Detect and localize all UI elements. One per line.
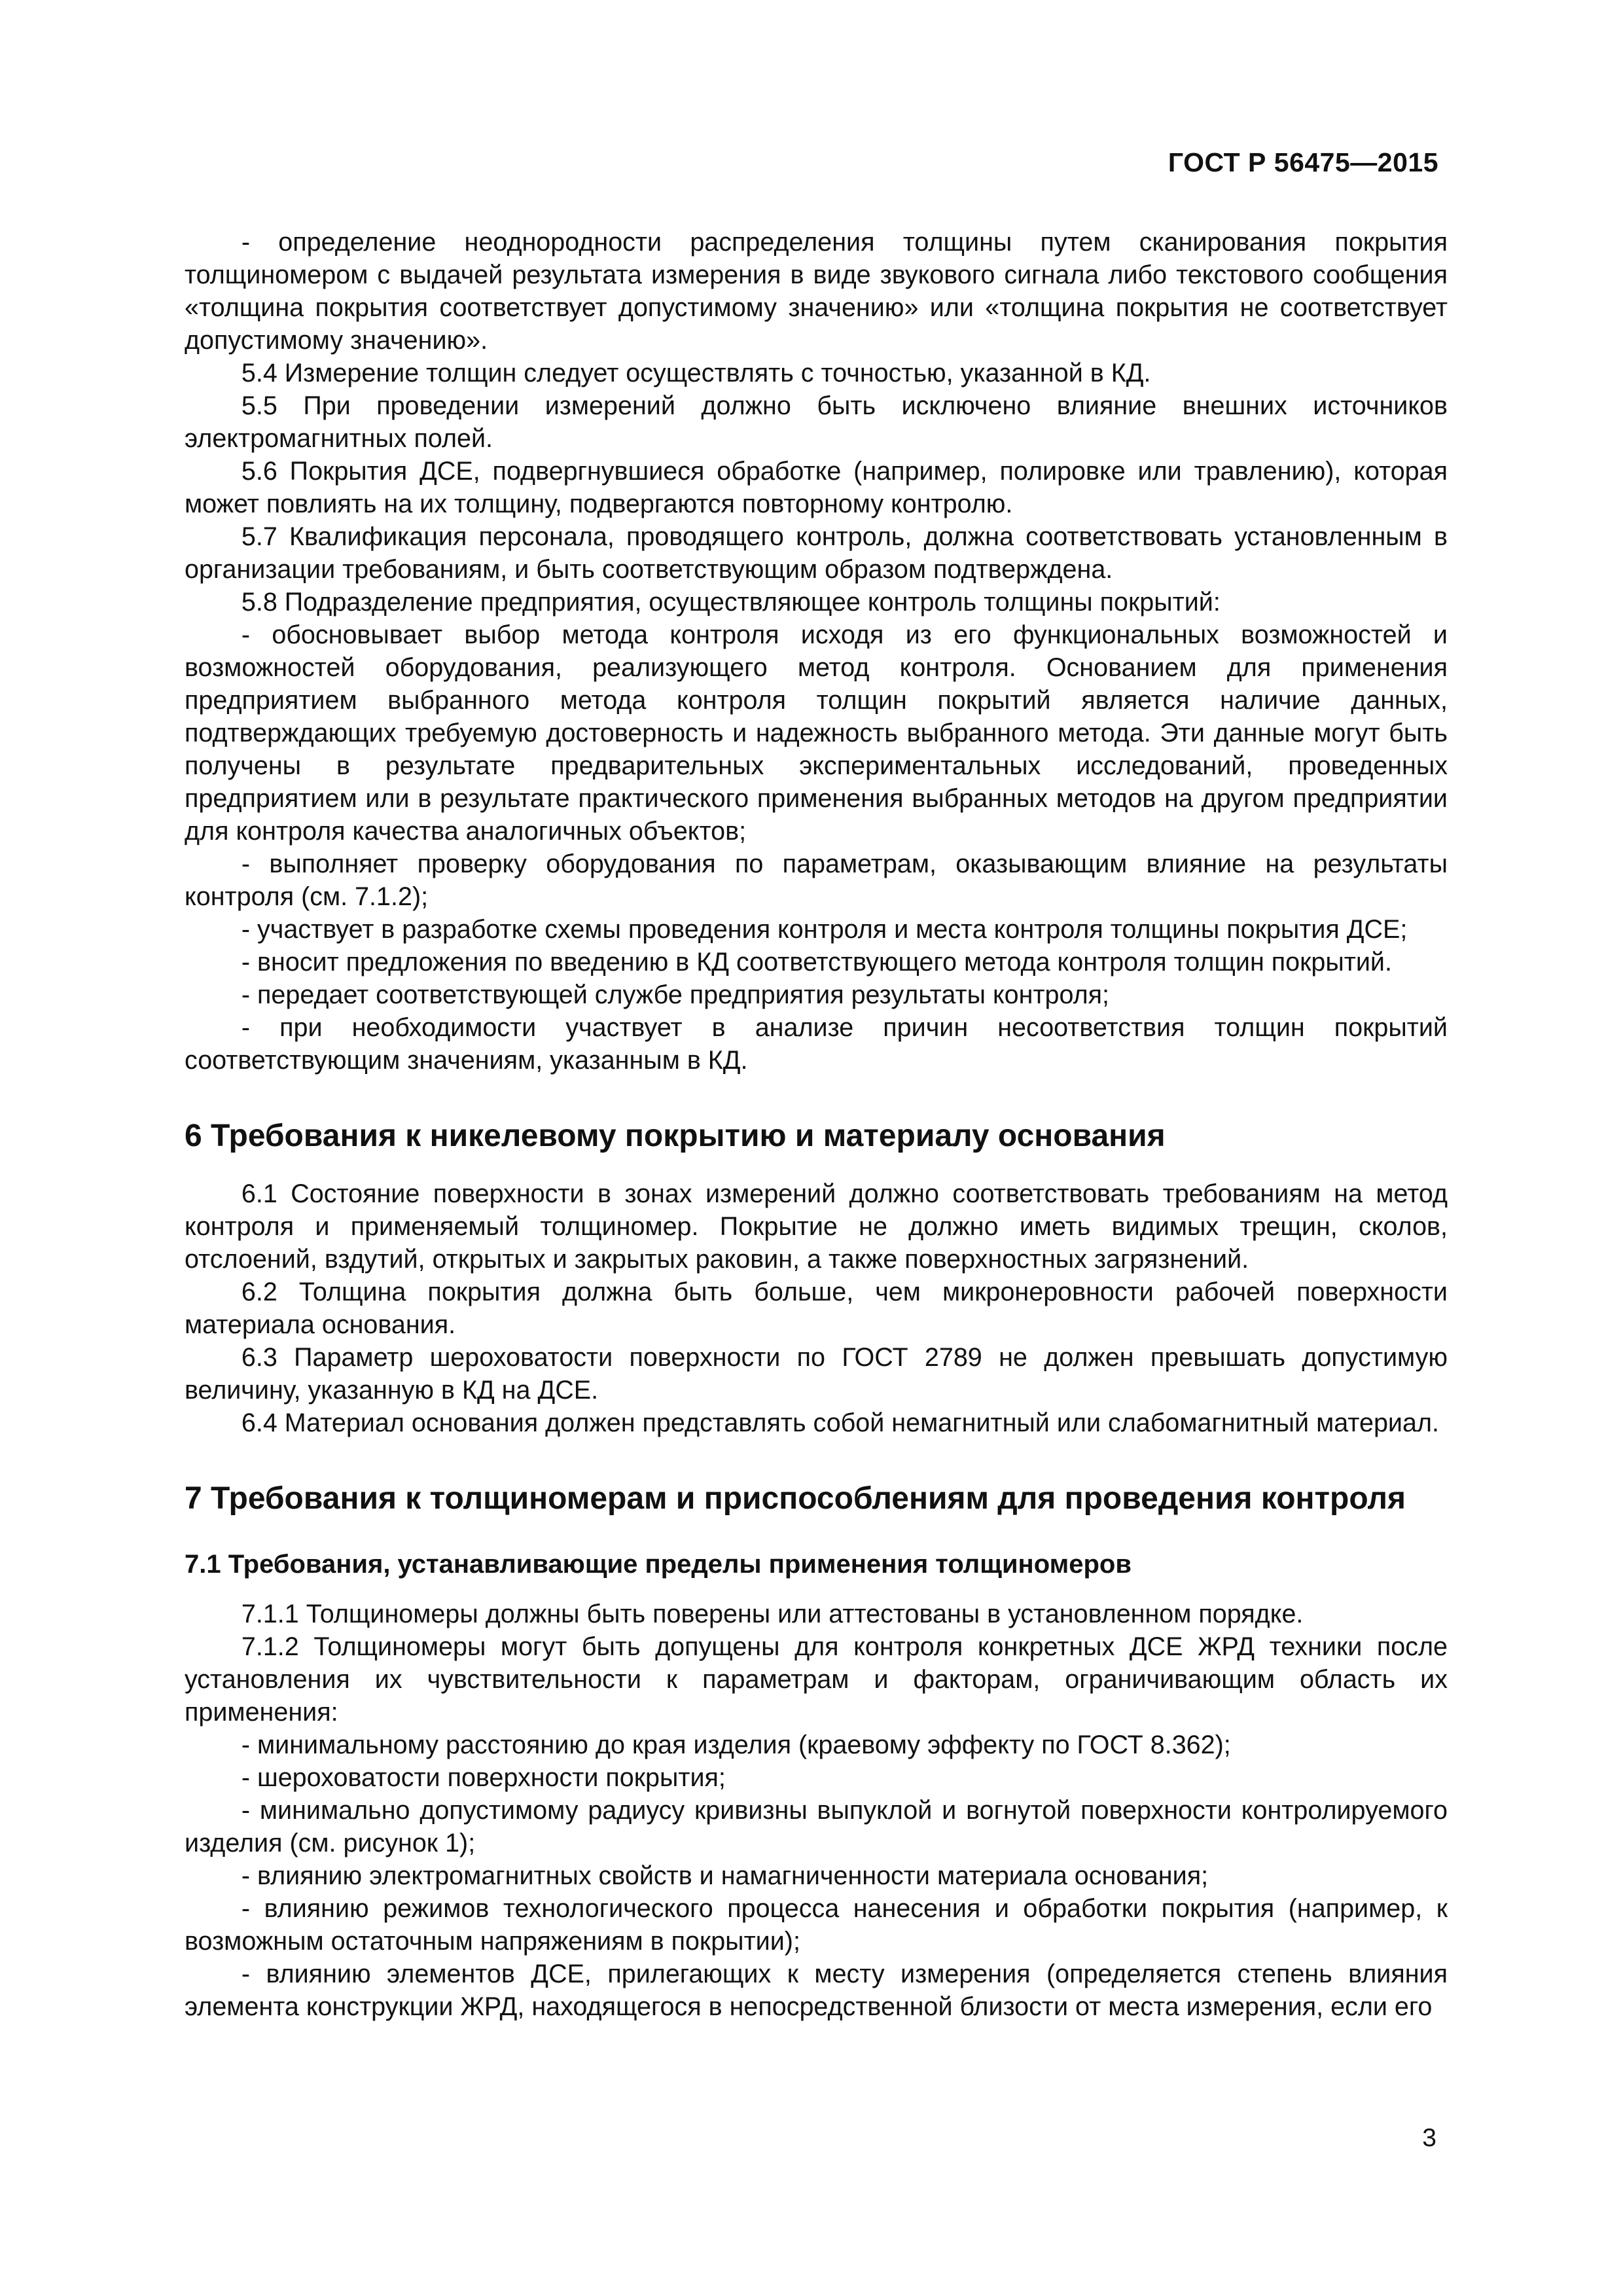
- section-6-heading: 6 Требования к никелевому покрытию и материалу основания: [185, 1119, 1166, 1153]
- paragraph: 7.1.2 Толщиномеры могут быть допущены для контроля конкретных ДСЕ ЖРД техники после установления их чувствительности к параметрам и факторам, ограничивающим область их применения:: [185, 1632, 1448, 1727]
- list-item: - обосновывает выбор метода контроля исходя из его функциональных возможностей и возможностей оборудования, реализующего метод контроля. Основанием для применения предприятием выбранного метода контроля толщин покрытий является наличие данных, подтверждающих требуемую достоверность и надежность выбранного метода. Эти данные могут быть получены в результате предварительных экспериментальных исследований, проведенных предприятием или в результате практического применения выбранных методов на другом предприятии для контроля качества аналогичных объектов;: [185, 620, 1448, 846]
- list-item: - выполняет проверку оборудования по параметрам, оказывающим влияние на результаты контроля (см. 7.1.2);: [185, 850, 1448, 911]
- document-code-header: ГОСТ Р 56475—2015: [1168, 147, 1438, 177]
- paragraph: 6.4 Материал основания должен представлять собой немагнитный или слабомагнитный материал.: [241, 1408, 1439, 1437]
- list-item: - участвует в разработке схемы проведения контроля и места контроля толщины покрытия ДСЕ;: [241, 915, 1408, 944]
- list-item: - влиянию электромагнитных свойств и намагниченности материала основания;: [241, 1861, 1209, 1890]
- list-item: - влиянию режимов технологического процесса нанесения и обработки покрытия (например, к возможным остаточным напряжениям в покрытии);: [185, 1894, 1448, 1956]
- paragraph: 6.2 Толщина покрытия должна быть больше, чем микронеровности рабочей поверхности материала основания.: [185, 1278, 1448, 1339]
- page-content: [185, 226, 1448, 2023]
- page-number: 3: [1422, 2124, 1436, 2152]
- section-7-heading: 7 Требования к толщиномерам и приспособлениям для проведения контроля: [185, 1481, 1406, 1516]
- list-item: - передает соответствующей службе предприятия результаты контроля;: [241, 980, 1110, 1009]
- list-item: - минимальному расстоянию до края изделия (краевому эффекту по ГОСТ 8.362);: [241, 1731, 1231, 1759]
- paragraph: 7.1.1 Толщиномеры должны быть поверены или аттестованы в установленном порядке.: [241, 1600, 1304, 1628]
- list-item: - шероховатости поверхности покрытия;: [241, 1763, 726, 1792]
- subsection-7-1-heading: 7.1 Требования, устанавливающие пределы применения толщиномеров: [185, 1550, 1132, 1579]
- paragraph: 5.4 Измерение толщин следует осуществлять с точностью, указанной в КД.: [241, 359, 1151, 387]
- paragraph: 6.3 Параметр шероховатости поверхности по ГОСТ 2789 не должен превышать допустимую величину, указанную в КД на ДСЕ.: [185, 1343, 1448, 1405]
- list-item: - при необходимости участвует в анализе причин несоответствия толщин покрытий соответствующим значениям, указанным в КД.: [185, 1013, 1448, 1075]
- paragraph: 5.7 Квалификация персонала, проводящего контроль, должна соответствовать установленным в организации требованиям, и быть соответствующим образом подтверждена.: [185, 522, 1448, 584]
- list-item: - минимально допустимому радиусу кривизны выпуклой и вогнутой поверхности контролируемого изделия (см. рисунок 1);: [185, 1796, 1448, 1857]
- paragraph: 5.8 Подразделение предприятия, осуществляющее контроль толщины покрытий:: [241, 588, 1221, 617]
- paragraph: 6.1 Состояние поверхности в зонах измерений должно соответствовать требованиям на метод контроля и применяемый толщиномер. Покрытие не должно иметь видимых трещин, сколов, отслоений, вздутий, открытых и закрытых раковин, а также поверхностных загрязнений.: [185, 1179, 1448, 1274]
- list-item: - вносит предложения по введению в КД соответствующего метода контроля толщин покрытий.: [241, 948, 1392, 977]
- list-item: - влиянию элементов ДСЕ, прилегающих к месту измерения (определяется степень влияния элемента конструкции ЖРД, находящегося в непосредственной близости от места измерения, если его: [185, 1960, 1448, 2021]
- paragraph: - определение неоднородности распределения толщины путем сканирования покрытия толщиномером с выдачей результата измерения в виде звукового сигнала либо текстового сообщения «толщина покрытия соответствует допустимому значению» или «толщина покрытия не соответствует допустимому значению».: [185, 228, 1448, 355]
- paragraph: 5.5 При проведении измерений должно быть исключено влияние внешних источников электромагнитных полей.: [185, 391, 1448, 453]
- paragraph: 5.6 Покрытия ДСЕ, подвергнувшиеся обработке (например, полировке или травлению), которая может повлиять на их толщину, подвергаются повторному контролю.: [185, 457, 1448, 518]
